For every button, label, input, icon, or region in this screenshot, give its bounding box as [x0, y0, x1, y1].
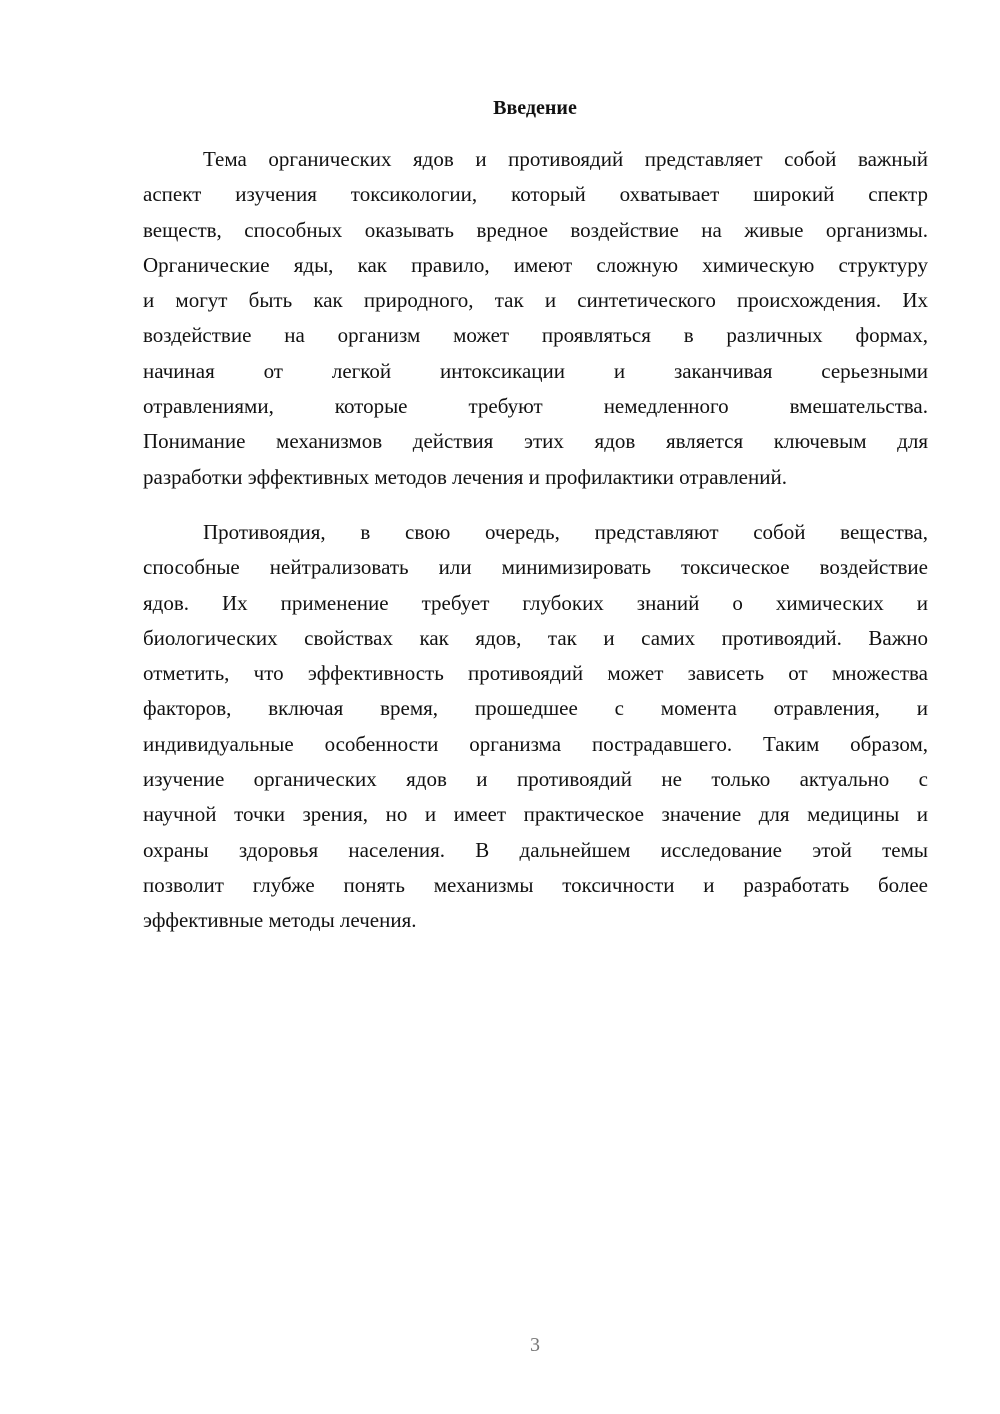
text-line: отметить, что эффективность противоядий может зависеть от множества — [143, 661, 928, 686]
text-line: отравлениями, которые требуют немедленного вмешательства. — [143, 394, 928, 419]
text-line: факторов, включая время, прошедшее с момента отравления, и — [143, 696, 928, 721]
text-line: изучение органических ядов и противоядий не только актуально с — [143, 767, 928, 792]
text-line: научной точки зрения, но и имеет практическое значение для медицины и — [143, 802, 928, 827]
text-line: Органические яды, как правило, имеют сложную химическую структуру — [143, 252, 928, 277]
paragraph — [143, 515, 928, 939]
section-title: Введение — [493, 97, 577, 119]
text-line: ядов. Их применение требует глубоких знаний о химических и — [143, 590, 928, 615]
text-line: Понимание механизмов действия этих ядов является ключевым для — [143, 429, 928, 454]
text-line: начиная от легкой интоксикации и заканчивая серьезными — [143, 358, 928, 383]
text-line: биологических свойствах как ядов, так и самих противоядий. Важно — [143, 625, 928, 650]
paragraph — [143, 142, 928, 495]
text-line: воздействие на организм может проявляться в различных формах, — [143, 323, 928, 348]
text-line: веществ, способных оказывать вредное воздействие на живые организмы. — [143, 217, 928, 242]
text-line: Тема органических ядов и противоядий представляет собой важный — [203, 147, 928, 171]
text-line: позволит глубже понять механизмы токсичности и разработать более — [143, 872, 928, 897]
text-line: способные нейтрализовать или минимизировать токсическое воздействие — [143, 555, 928, 580]
page-number: 3 — [530, 1334, 540, 1356]
text-line: индивидуальные особенности организма пострадавшего. Таким образом, — [143, 731, 928, 756]
text-line: и могут быть как природного, так и синтетического происхождения. Их — [143, 288, 928, 313]
text-line: эффективные методы лечения. — [143, 908, 417, 933]
text-line: охраны здоровья населения. В дальнейшем исследование этой темы — [143, 837, 928, 862]
text-line: Противоядия, в свою очередь, представляют собой вещества, — [203, 519, 928, 544]
text-line: аспект изучения токсикологии, который охватывает широкий спектр — [143, 182, 928, 207]
text-line: разработки эффективных методов лечения и профилактики отравлений. — [143, 464, 787, 489]
document-body — [143, 142, 928, 959]
